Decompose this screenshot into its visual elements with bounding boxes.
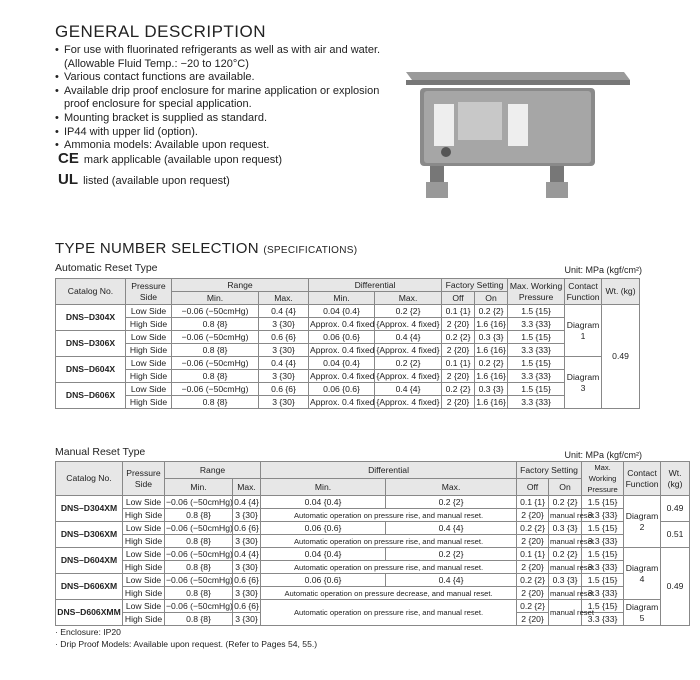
section-title: TYPE NUMBER SELECTION xyxy=(55,240,259,257)
differential-note: Automatic operation on pressure rise, and manual reset. xyxy=(261,535,517,548)
header-pressure-side: Pressure Side xyxy=(126,279,172,305)
catalog-no: DNS–D604XM xyxy=(56,548,123,574)
header-catalog: Catalog No. xyxy=(56,279,126,305)
ul-mark-line xyxy=(58,171,230,188)
range-min: −0.06 (−50cmHg) xyxy=(166,600,233,611)
table-row xyxy=(56,305,640,318)
catalog-no: DNS–D606XM xyxy=(56,574,123,600)
automatic-reset-title: Automatic Reset Type xyxy=(55,262,158,274)
bullet-item: • Ammonia models: Available upon request. xyxy=(55,139,385,153)
factory-on: 0.3 {3} xyxy=(549,522,582,535)
table-row xyxy=(56,331,640,344)
range-min: 0.8 {8} xyxy=(165,587,233,600)
table-row xyxy=(56,548,690,561)
pressure-side: Low Side xyxy=(126,383,172,396)
ul-mark-icon: UL xyxy=(58,171,78,188)
max-working-pressure: 3.3 {33} xyxy=(508,344,565,357)
header-range: Range xyxy=(165,462,261,479)
pressure-side: Low Side xyxy=(126,331,172,344)
contact-function: Diagram 1 xyxy=(565,305,602,357)
table-row xyxy=(56,522,690,535)
range-min: 0.8 {8} xyxy=(165,509,233,522)
header-max-working-pressure: Max. Working Pressure xyxy=(508,279,565,305)
pressure-side: Low Side xyxy=(126,305,172,318)
header-max-working-pressure: Max. Working Pressure xyxy=(582,462,624,496)
diff-max: 0.2 {2} xyxy=(375,357,442,370)
max-working-pressure: 1.5 {15} xyxy=(508,331,565,344)
factory-off: 0.2 {2} xyxy=(442,383,475,396)
factory-on: 1.6 {16} xyxy=(476,318,506,329)
diff-min: 0.04 {0.4} xyxy=(261,548,386,561)
pressure-side: Low Side xyxy=(123,548,165,561)
general-bullets xyxy=(55,44,385,153)
ce-mark-icon: CE xyxy=(58,150,79,167)
header-diff-max: Max. xyxy=(386,479,517,496)
diff-max: 0.2 {2} xyxy=(375,305,442,318)
max-working-pressure: 1.5 {15} xyxy=(582,548,624,561)
range-min: −0.06 (−50cmHg) xyxy=(172,331,259,344)
table-row xyxy=(56,318,640,331)
factory-off: 2 {20} xyxy=(517,613,549,626)
general-description-title: GENERAL DESCRIPTION xyxy=(55,22,267,41)
bullet-item: • IP44 with upper lid (option). xyxy=(55,126,385,140)
max-working-pressure: 3.3 {33} xyxy=(508,318,565,331)
range-max: 3 {30} xyxy=(259,344,309,357)
range-min: −0.06 (−50cmHg) xyxy=(172,383,259,396)
diff-min: Approx. 0.4 fixed xyxy=(310,396,375,407)
differential-note: Automatic operation on pressure rise, and manual reset. xyxy=(261,561,517,574)
max-working-pressure: 3.3 {33} xyxy=(508,370,565,383)
contact-function: Diagram 4 xyxy=(624,548,661,600)
diff-min: 0.04 {0.4} xyxy=(309,305,375,318)
factory-off: 0.1 {1} xyxy=(517,548,549,561)
pressure-side: Low Side xyxy=(123,522,165,535)
diff-max: {Approx. 4 fixed} xyxy=(376,344,440,355)
diff-max: 0.4 {4} xyxy=(386,574,517,587)
differential-note: Automatic operation on pressure rise, and manual reset. xyxy=(261,600,517,626)
factory-off: 0.2 {2} xyxy=(517,574,549,587)
factory-off: 0.2 {2} xyxy=(517,522,549,535)
pressure-side: Low Side xyxy=(123,600,165,613)
factory-on: 1.6 {16} xyxy=(476,344,506,355)
range-min: 0.8 {8} xyxy=(172,396,259,409)
diff-max: {Approx. 4 fixed} xyxy=(376,318,440,329)
weight: 0.49 xyxy=(661,548,690,626)
table-row xyxy=(56,370,640,383)
header-range-max: Max. xyxy=(233,479,261,496)
range-min: −0.06 (−50cmHg) xyxy=(172,305,259,318)
header-diff-max: Max. xyxy=(375,292,442,305)
contact-function: Diagram 2 xyxy=(624,496,661,548)
range-min: 0.8 {8} xyxy=(165,535,233,548)
type-number-selection-title xyxy=(55,240,357,257)
table-row xyxy=(56,561,690,574)
footnote: · Enclosure: IP20 xyxy=(55,627,121,637)
max-working-pressure: 1.5 {15} xyxy=(508,383,565,396)
table-row xyxy=(56,496,690,509)
factory-on: 0.3 {3} xyxy=(475,383,508,396)
weight: 0.49 xyxy=(602,305,640,409)
header-range-min: Min. xyxy=(165,479,233,496)
range-max: 3 {30} xyxy=(259,318,309,331)
max-working-pressure: 3.3 {33} xyxy=(508,396,565,409)
pressure-side: High Side xyxy=(123,613,165,626)
bullet-item: • Various contact functions are available. xyxy=(55,71,385,85)
manual-reset-table xyxy=(55,461,690,626)
diff-min: 0.06 {0.6} xyxy=(309,331,375,344)
table-row xyxy=(56,396,640,409)
diff-min: 0.04 {0.4} xyxy=(309,357,375,370)
contact-function: Diagram 5 xyxy=(624,600,661,626)
header-factory-setting: Factory Setting xyxy=(442,279,508,292)
header-diff-min: Min. xyxy=(309,292,375,305)
diff-max: 0.4 {4} xyxy=(375,331,442,344)
ce-mark-line xyxy=(58,150,282,167)
ce-mark-text: mark applicable (available upon request) xyxy=(83,154,283,166)
factory-off: 2 {20} xyxy=(517,535,549,548)
factory-on: 0.3 {3} xyxy=(549,574,582,587)
factory-off: 0.1 {1} xyxy=(442,357,475,370)
header-range-min: Min. xyxy=(172,292,259,305)
automatic-reset-table xyxy=(55,278,640,409)
table-row xyxy=(56,383,640,396)
range-min: −0.06 (−50cmHg) xyxy=(166,496,233,507)
range-max: 0.6 {6} xyxy=(234,600,259,611)
header-on: On xyxy=(475,292,508,305)
table-row xyxy=(56,509,690,522)
header-catalog: Catalog No. xyxy=(56,462,123,496)
factory-on: 0.3 {3} xyxy=(475,331,508,344)
header-on: On xyxy=(549,479,582,496)
weight: 0.51 xyxy=(661,522,690,548)
bullet-item: • Available drip proof enclosure for marine application or explosion proof enclosure for special application. xyxy=(55,85,385,112)
range-max: 3 {30} xyxy=(259,396,309,409)
factory-off: 2 {20} xyxy=(442,344,475,357)
catalog-no: DNS–D604X xyxy=(56,357,126,383)
diff-min: Approx. 0.4 fixed xyxy=(310,370,375,381)
ul-mark-text: listed (available upon request) xyxy=(83,175,230,187)
factory-off: 0.1 {1} xyxy=(517,496,549,509)
factory-off: 2 {20} xyxy=(517,561,549,574)
differential-note: Automatic operation on pressure decrease, and manual reset. xyxy=(261,587,517,600)
diff-max: 0.4 {4} xyxy=(375,383,442,396)
table-row xyxy=(56,574,690,587)
pressure-side: High Side xyxy=(126,318,172,331)
pressure-side: Low Side xyxy=(123,496,165,509)
contact-function: Diagram 3 xyxy=(565,357,602,409)
range-min: 0.8 {8} xyxy=(172,318,259,331)
range-min: 0.8 {8} xyxy=(165,561,233,574)
table-row xyxy=(56,535,690,548)
max-working-pressure: 1.5 {15} xyxy=(582,522,624,535)
factory-off: 2 {20} xyxy=(517,509,549,522)
factory-on: 0.2 {2} xyxy=(549,548,582,561)
range-min: −0.06 (−50cmHg) xyxy=(166,522,233,533)
range-max: 3 {30} xyxy=(259,370,309,383)
factory-off: 2 {20} xyxy=(517,587,549,600)
diff-min: Approx. 0.4 fixed xyxy=(310,344,375,355)
header-range: Range xyxy=(172,279,309,292)
diff-max: {Approx. 4 fixed} xyxy=(376,396,440,407)
range-max: 0.4 {4} xyxy=(259,357,309,370)
table-row xyxy=(56,587,690,600)
range-max: 3 {30} xyxy=(233,613,261,626)
range-min: 0.8 {8} xyxy=(165,613,233,626)
max-working-pressure: 1.5 {15} xyxy=(582,574,624,587)
factory-off: 2 {20} xyxy=(442,396,475,409)
range-max: 3 {30} xyxy=(233,509,261,522)
factory-off: 0.2 {2} xyxy=(442,331,475,344)
range-min: −0.06 (−50cmHg) xyxy=(166,574,233,585)
diff-min: 0.04 {0.4} xyxy=(261,496,386,509)
range-min: 0.8 {8} xyxy=(172,370,259,383)
range-max: 0.6 {6} xyxy=(259,331,309,344)
range-max: 3 {30} xyxy=(233,535,261,548)
factory-off: 0.1 {1} xyxy=(442,305,475,318)
factory-off: 0.2 {2} xyxy=(517,600,549,613)
range-max: 0.4 {4} xyxy=(234,496,259,507)
pressure-side: High Side xyxy=(126,344,172,357)
diff-max: 0.2 {2} xyxy=(386,496,517,509)
table-row xyxy=(56,600,690,613)
max-working-pressure: 3.3 {33} xyxy=(582,613,624,626)
max-working-pressure: 1.5 {15} xyxy=(582,496,624,509)
header-contact-function: Contact Function xyxy=(565,279,602,305)
factory-on: manual reset xyxy=(550,510,594,520)
header-contact-function: Contact Function xyxy=(624,462,661,496)
differential-note: Automatic operation on pressure rise, and manual reset. xyxy=(261,509,517,522)
catalog-no: DNS–D306XM xyxy=(56,522,123,548)
section-subtitle: (SPECIFICATIONS) xyxy=(263,245,358,256)
pressure-side: High Side xyxy=(126,370,172,383)
range-min: 0.8 {8} xyxy=(172,344,259,357)
max-working-pressure: 1.5 {15} xyxy=(508,357,565,370)
max-working-pressure: 3.3 {33} xyxy=(582,561,624,574)
factory-off: 2 {20} xyxy=(442,370,475,383)
diff-max: {Approx. 4 fixed} xyxy=(376,370,440,381)
manual-reset-title: Manual Reset Type xyxy=(55,446,146,458)
header-factory-setting: Factory Setting xyxy=(517,462,582,479)
pressure-side: Low Side xyxy=(123,574,165,587)
diff-min: 0.06 {0.6} xyxy=(261,522,386,535)
factory-on: manual reset xyxy=(550,588,594,598)
pressure-side: High Side xyxy=(123,587,165,600)
range-max: 3 {30} xyxy=(233,561,261,574)
header-weight: Wt. (kg) xyxy=(602,279,640,305)
pressure-side: High Side xyxy=(126,396,172,409)
table-row xyxy=(56,357,640,370)
weight: 0.49 xyxy=(661,496,690,522)
header-range-max: Max. xyxy=(259,292,309,305)
range-max: 3 {30} xyxy=(233,587,261,600)
catalog-no: DNS–D304XM xyxy=(56,496,123,522)
diff-min: 0.06 {0.6} xyxy=(261,574,386,587)
bullet-item: • For use with fluorinated refrigerants as well as with air and water. (Allowable Fluid Temp.: −20 to 120°C) xyxy=(55,44,385,71)
header-differential: Differential xyxy=(309,279,442,292)
pressure-switch-photo xyxy=(400,66,650,216)
diff-min: Approx. 0.4 fixed xyxy=(310,318,375,329)
pressure-side: High Side xyxy=(123,561,165,574)
factory-off: 2 {20} xyxy=(442,318,475,331)
catalog-no: DNS–D606XMM xyxy=(56,600,123,626)
table-row xyxy=(56,344,640,357)
range-min: −0.06 (−50cmHg) xyxy=(166,548,233,559)
range-min: −0.06 (−50cmHg) xyxy=(172,357,259,370)
range-max: 0.6 {6} xyxy=(234,522,259,533)
catalog-no: DNS–D606X xyxy=(56,383,126,409)
pressure-side: Low Side xyxy=(126,357,172,370)
header-diff-min: Min. xyxy=(261,479,386,496)
factory-on: 0.2 {2} xyxy=(549,496,582,509)
factory-on: manual reset xyxy=(549,600,582,626)
range-max: 0.4 {4} xyxy=(259,305,309,318)
factory-on: 1.6 {16} xyxy=(476,370,506,381)
catalog-no: DNS–D304X xyxy=(56,305,126,331)
header-off: Off xyxy=(517,479,549,496)
pressure-side: High Side xyxy=(123,535,165,548)
max-working-pressure: 1.5 {15} xyxy=(582,600,624,613)
header-off: Off xyxy=(442,292,475,305)
bullet-item: • Mounting bracket is supplied as standard. xyxy=(55,112,385,126)
max-working-pressure: 1.5 {15} xyxy=(508,305,565,318)
factory-on: manual reset xyxy=(550,536,594,546)
range-max: 0.4 {4} xyxy=(234,548,259,559)
header-differential: Differential xyxy=(261,462,517,479)
header-pressure-side: Pressure Side xyxy=(123,462,165,496)
factory-on: 1.6 {16} xyxy=(476,396,506,407)
auto-unit-label: Unit: MPa (kgf/cm²) xyxy=(564,265,642,275)
diff-max: 0.2 {2} xyxy=(386,548,517,561)
footnote: · Drip Proof Models: Available upon request. (Refer to Pages 54, 55.) xyxy=(55,639,318,649)
factory-on: 0.2 {2} xyxy=(475,305,508,318)
range-max: 0.6 {6} xyxy=(259,383,309,396)
factory-on: 0.2 {2} xyxy=(475,357,508,370)
diff-min: 0.06 {0.6} xyxy=(309,383,375,396)
pressure-side: High Side xyxy=(123,509,165,522)
header-weight: Wt. (kg) xyxy=(661,462,690,496)
max-working-pressure: 3.3 {33} xyxy=(582,509,624,522)
max-working-pressure: 3.3 {33} xyxy=(582,587,624,600)
range-max: 0.6 {6} xyxy=(234,574,259,585)
catalog-no: DNS–D306X xyxy=(56,331,126,357)
diff-max: 0.4 {4} xyxy=(386,522,517,535)
footnotes xyxy=(55,626,317,650)
manual-unit-label: Unit: MPa (kgf/cm²) xyxy=(564,450,642,460)
factory-on: manual reset xyxy=(550,562,594,572)
max-working-pressure: 3.3 {33} xyxy=(582,535,624,548)
